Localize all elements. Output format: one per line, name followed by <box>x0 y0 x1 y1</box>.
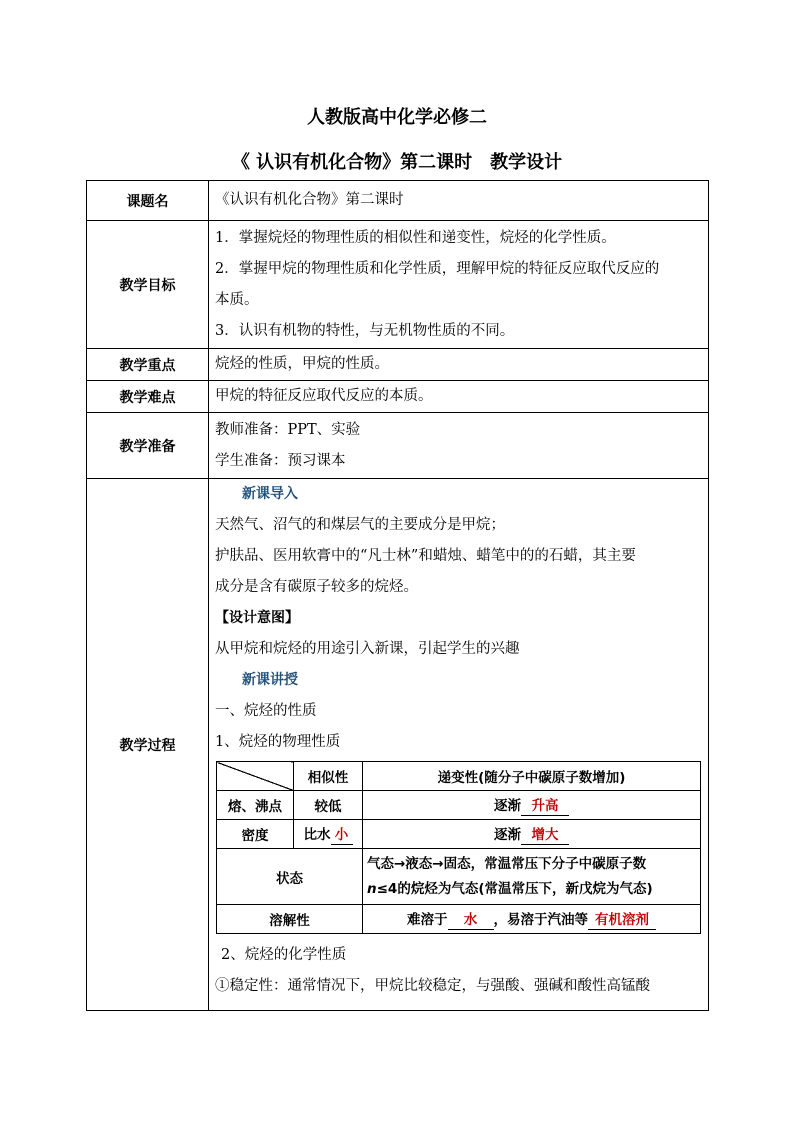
row-difficulty <box>87 381 709 413</box>
row-topic <box>87 181 709 221</box>
value-key: 烷烃的性质，甲烷的性质。 <box>209 349 709 381</box>
row-process <box>87 479 709 1011</box>
density-similar: 比水 小 <box>294 820 363 849</box>
answer-melt: 升高 <box>521 797 569 816</box>
row-label-density: 密度 <box>217 820 294 849</box>
value-process: 新课导入 天然气、沼气的和煤层气的主要成分是甲烷； 护肤品、医用软膏中的“凡士林”和蜡烛、蜡笔中的的石蜡，其主要 成分是含有碳原子较多的烷烃。 【设计意图】 从甲烷和烷烃的用途引入新课，引起学生的兴趣 新课讲授 一、烷烃的性质 1、烷烃的物理性质 相似性 递变性(随分子中碳原子数增加) 熔、沸点 较低 逐渐 升高 密度 比水 小 逐渐 增大 状态 气态→液态→固态，常温常压下分子中碳原子数 n≤4的烷烃为气态(常温常压下，新戊烷为气态) 溶解性 难溶于 水 ，易溶于汽油等 有机溶剂 2、烷烃的化学性质 ①稳定性：通常情况下，甲烷比较稳定，与强酸、强碱和酸性高锰酸 <box>209 479 709 1011</box>
col-header-similar: 相似性 <box>294 762 363 791</box>
heading-intro: 新课导入 <box>242 486 298 502</box>
answer-density-trend: 增大 <box>521 826 569 845</box>
answer-density: 小 <box>331 826 353 845</box>
label-process: 教学过程 <box>87 479 209 1011</box>
value-topic: 《认识有机化合物》第二课时 <box>209 181 709 221</box>
doc-title-lesson: 《 认识有机化合物》第二课时 教学设计 <box>231 152 563 173</box>
heading-teach: 新课讲授 <box>242 672 298 688</box>
label-key: 教学重点 <box>87 349 209 381</box>
col-header-trend: 递变性(随分子中碳原子数增加) <box>363 762 701 791</box>
label-difficulty: 教学难点 <box>87 381 209 413</box>
melt-trend: 逐渐 升高 <box>363 791 701 820</box>
melt-similar: 较低 <box>294 791 363 820</box>
label-goals: 教学目标 <box>87 221 209 349</box>
value-prep: 教师准备：PPT、实验 学生准备：预习课本 <box>209 413 709 479</box>
row-goals <box>87 221 709 349</box>
lesson-plan-table <box>86 180 709 1011</box>
corner-cell <box>217 762 294 791</box>
answer-solubility-organic: 有机溶剂 <box>588 911 656 930</box>
alkane-property-table <box>216 761 701 934</box>
state-description: 气态→液态→固态，常温常压下分子中碳原子数 n≤4的烷烃为气态(常温常压下，新戊烷为气态) <box>363 849 701 905</box>
label-topic: 课题名 <box>87 181 209 221</box>
row-label-melt: 熔、沸点 <box>217 791 294 820</box>
value-difficulty: 甲烷的特征反应取代反应的本质。 <box>209 381 709 413</box>
doc-title-series: 人教版高中化学必修二 <box>307 107 487 128</box>
row-prep <box>87 413 709 479</box>
solubility-description: 难溶于 水 ，易溶于汽油等 有机溶剂 <box>363 905 701 934</box>
answer-solubility-water: 水 <box>448 911 494 930</box>
row-key <box>87 349 709 381</box>
row-label-state: 状态 <box>217 849 363 905</box>
value-goals: 1．掌握烷烃的物理性质的相似性和递变性，烷烃的化学性质。 2．掌握甲烷的物理性质和化学性质，理解甲烷的特征反应取代反应的 本质。 3．认识有机物的特性，与无机物性质的不同。 <box>209 221 709 349</box>
heading-design: 【设计意图】 <box>215 610 299 626</box>
label-prep: 教学准备 <box>87 413 209 479</box>
row-label-solubility: 溶解性 <box>217 905 363 934</box>
density-trend: 逐渐 增大 <box>363 820 701 849</box>
